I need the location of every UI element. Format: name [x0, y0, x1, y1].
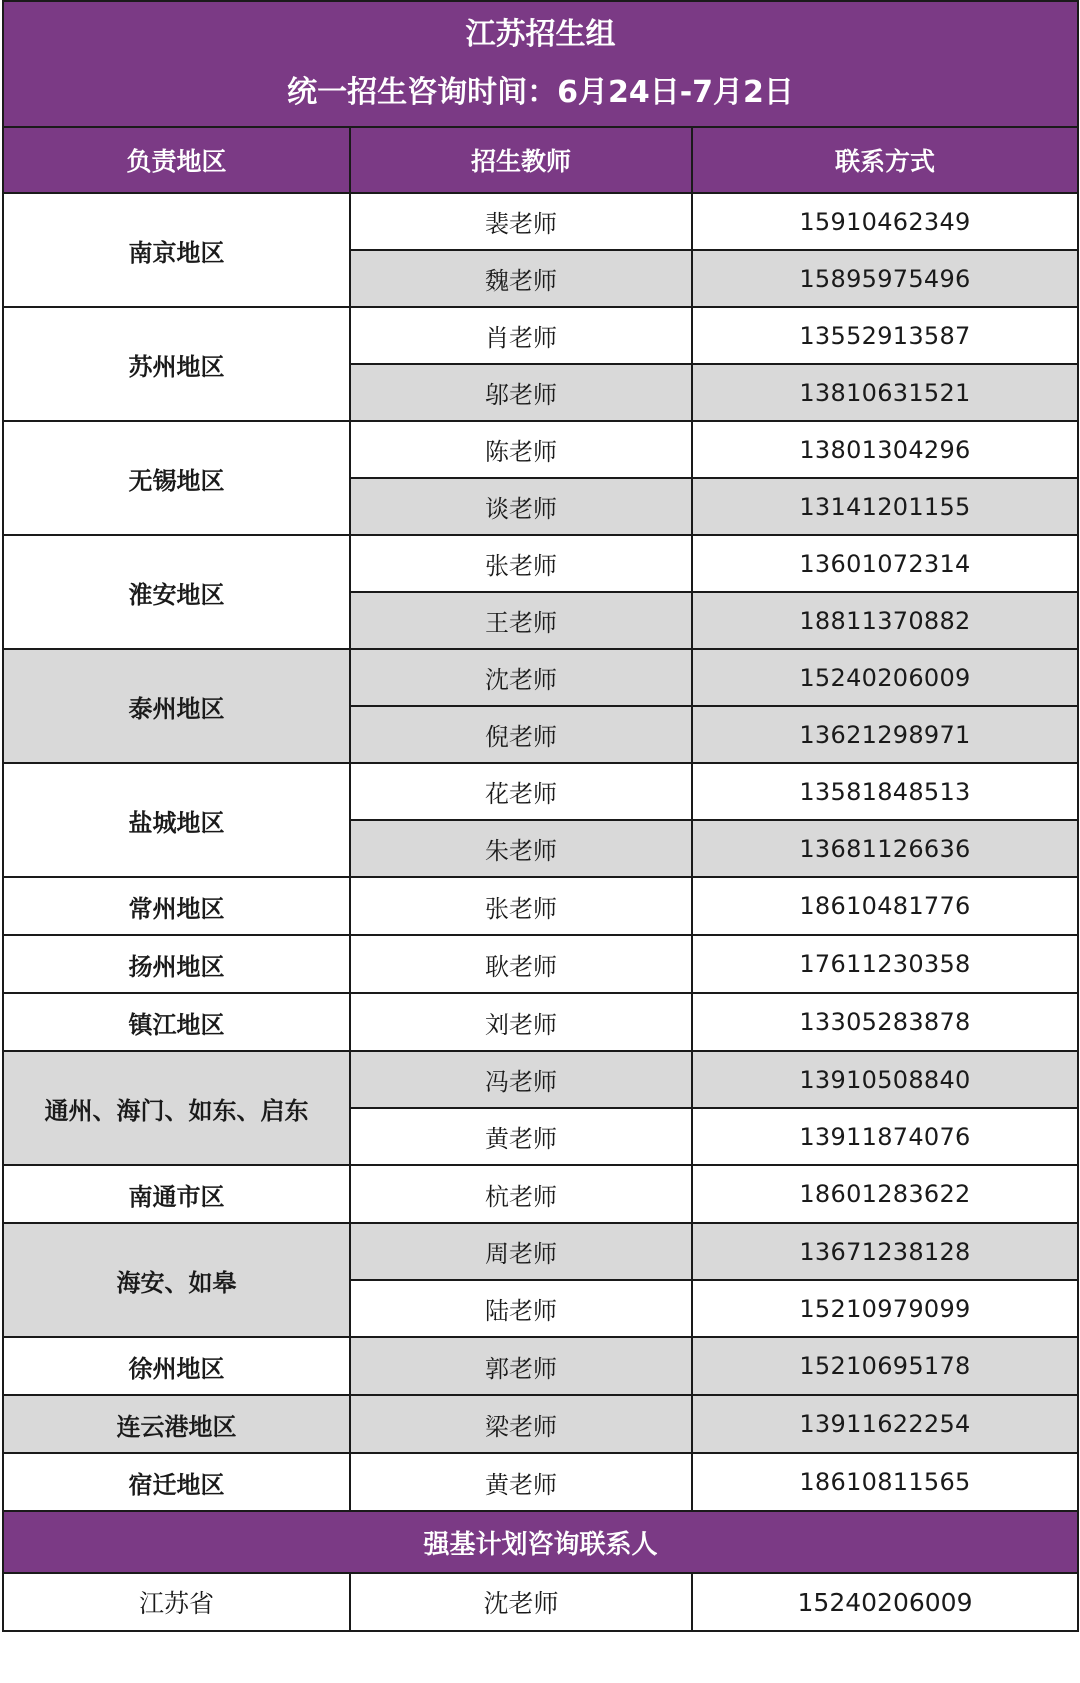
- teacher-cell: 朱老师: [350, 820, 692, 877]
- region-cell: 海安、如皋: [3, 1223, 350, 1337]
- table-row: [3, 1337, 1078, 1395]
- page-title: 江苏招生组: [465, 17, 616, 52]
- strong-base-section-title: 强基计划咨询联系人: [3, 1511, 1078, 1573]
- column-header-teacher: 招生教师: [350, 127, 692, 193]
- column-header-contact: 联系方式: [692, 127, 1078, 193]
- region-cell: 南通市区: [3, 1165, 350, 1223]
- teacher-cell: 王老师: [350, 592, 692, 649]
- section-header-row: [3, 1511, 1078, 1573]
- strong-base-contact-row: [3, 1573, 1078, 1631]
- column-header-row: [3, 127, 1078, 193]
- region-cell: 无锡地区: [3, 421, 350, 535]
- phone-cell: 13910508840: [692, 1051, 1078, 1108]
- column-header-region: 负责地区: [3, 127, 350, 193]
- teacher-cell: 梁老师: [350, 1395, 692, 1453]
- teacher-cell: 杭老师: [350, 1165, 692, 1223]
- phone-cell: 13552913587: [692, 307, 1078, 364]
- region-cell: 通州、海门、如东、启东: [3, 1051, 350, 1165]
- phone-cell: 13810631521: [692, 364, 1078, 421]
- table-row: [3, 1051, 1078, 1108]
- phone-cell: 13305283878: [692, 993, 1078, 1051]
- table-row: [3, 649, 1078, 706]
- phone-cell: 13801304296: [692, 421, 1078, 478]
- phone-cell: 15210695178: [692, 1337, 1078, 1395]
- region-cell: 徐州地区: [3, 1337, 350, 1395]
- teacher-cell: 周老师: [350, 1223, 692, 1280]
- strong-base-teacher: 沈老师: [350, 1573, 692, 1631]
- table-row: [3, 421, 1078, 478]
- region-cell: 常州地区: [3, 877, 350, 935]
- phone-cell: 18811370882: [692, 592, 1078, 649]
- region-cell: 镇江地区: [3, 993, 350, 1051]
- table-row: [3, 193, 1078, 250]
- strong-base-phone: 15240206009: [692, 1573, 1078, 1631]
- teacher-cell: 花老师: [350, 763, 692, 820]
- table-row: [3, 877, 1078, 935]
- region-cell: 淮安地区: [3, 535, 350, 649]
- admissions-contact-table: [2, 0, 1079, 1632]
- teacher-cell: 张老师: [350, 535, 692, 592]
- teacher-cell: 裴老师: [350, 193, 692, 250]
- phone-cell: 13601072314: [692, 535, 1078, 592]
- phone-cell: 13141201155: [692, 478, 1078, 535]
- teacher-cell: 冯老师: [350, 1051, 692, 1108]
- consultation-period: 统一招生咨询时间：6月24日-7月2日: [287, 75, 794, 110]
- table-row: [3, 1223, 1078, 1280]
- region-cell: 泰州地区: [3, 649, 350, 763]
- region-cell: 苏州地区: [3, 307, 350, 421]
- region-cell: 连云港地区: [3, 1395, 350, 1453]
- teacher-cell: 陆老师: [350, 1280, 692, 1337]
- table-row: [3, 1165, 1078, 1223]
- teacher-cell: 张老师: [350, 877, 692, 935]
- teacher-cell: 刘老师: [350, 993, 692, 1051]
- phone-cell: 18610811565: [692, 1453, 1078, 1511]
- phone-cell: 13911874076: [692, 1108, 1078, 1165]
- teacher-cell: 沈老师: [350, 649, 692, 706]
- phone-cell: 13911622254: [692, 1395, 1078, 1453]
- teacher-cell: 陈老师: [350, 421, 692, 478]
- strong-base-region: 江苏省: [3, 1573, 350, 1631]
- teacher-cell: 邬老师: [350, 364, 692, 421]
- teacher-cell: 耿老师: [350, 935, 692, 993]
- teacher-cell: 魏老师: [350, 250, 692, 307]
- phone-cell: 17611230358: [692, 935, 1078, 993]
- table-row: [3, 1453, 1078, 1511]
- table-row: [3, 535, 1078, 592]
- region-cell: 宿迁地区: [3, 1453, 350, 1511]
- table-row: [3, 935, 1078, 993]
- table-row: [3, 307, 1078, 364]
- table-body: [3, 1, 1078, 1631]
- region-cell: 扬州地区: [3, 935, 350, 993]
- region-cell: 南京地区: [3, 193, 350, 307]
- region-cell: 盐城地区: [3, 763, 350, 877]
- teacher-cell: 黄老师: [350, 1453, 692, 1511]
- title-row: [3, 1, 1078, 127]
- table-row: [3, 763, 1078, 820]
- teacher-cell: 郭老师: [350, 1337, 692, 1395]
- table-row: [3, 1395, 1078, 1453]
- table-row: [3, 993, 1078, 1051]
- phone-cell: 18601283622: [692, 1165, 1078, 1223]
- phone-cell: 13671238128: [692, 1223, 1078, 1280]
- teacher-cell: 倪老师: [350, 706, 692, 763]
- table-title: [3, 1, 1078, 127]
- teacher-cell: 黄老师: [350, 1108, 692, 1165]
- phone-cell: 13581848513: [692, 763, 1078, 820]
- phone-cell: 18610481776: [692, 877, 1078, 935]
- phone-cell: 13621298971: [692, 706, 1078, 763]
- phone-cell: 15895975496: [692, 250, 1078, 307]
- phone-cell: 13681126636: [692, 820, 1078, 877]
- phone-cell: 15240206009: [692, 649, 1078, 706]
- phone-cell: 15210979099: [692, 1280, 1078, 1337]
- phone-cell: 15910462349: [692, 193, 1078, 250]
- teacher-cell: 谈老师: [350, 478, 692, 535]
- teacher-cell: 肖老师: [350, 307, 692, 364]
